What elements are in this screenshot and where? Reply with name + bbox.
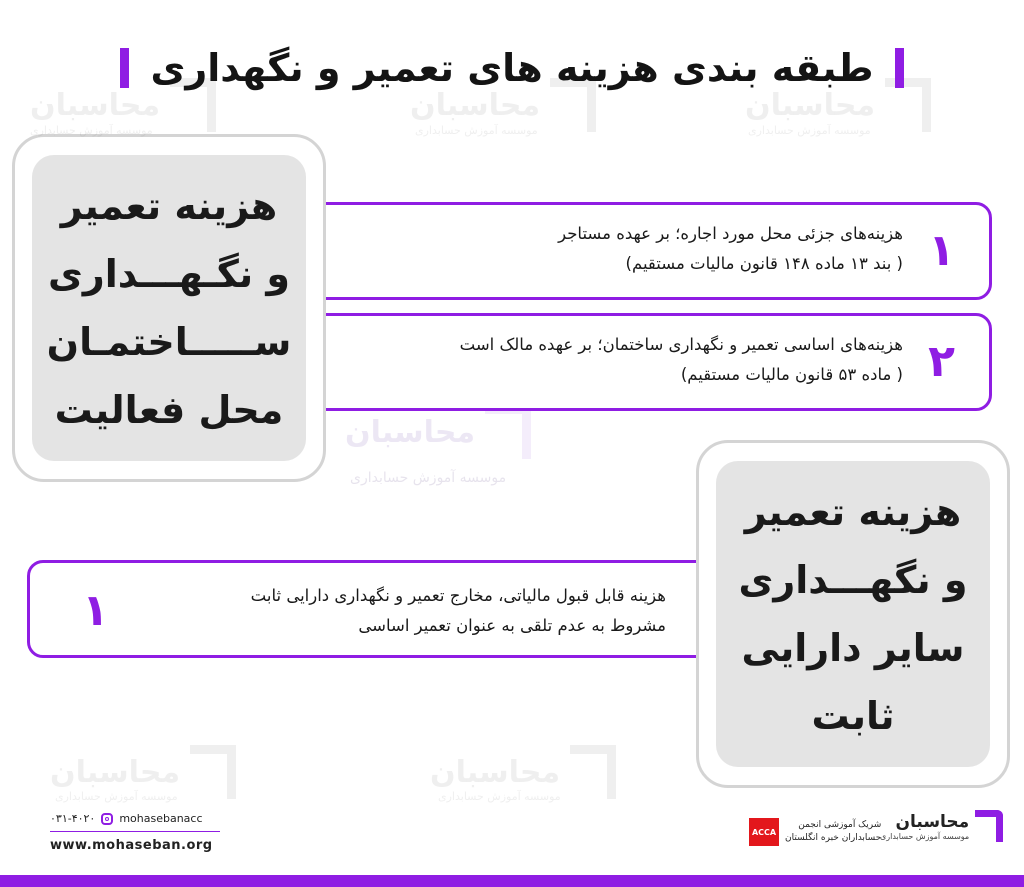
acca-line2: حسابداران خبره انگلستان [785, 833, 882, 843]
watermark-text: محاسبان [30, 87, 161, 123]
watermark-text: محاسبان [410, 87, 541, 123]
acca-line1: شریک آموزشی انجمن [798, 820, 882, 830]
watermark-subtitle [438, 790, 561, 803]
asset-category-card [696, 440, 1010, 788]
watermark-subtitle-text: موسسه آموزش حسابداری [350, 470, 507, 486]
asset-item-1 [27, 560, 739, 658]
building-category-title: هزینه تعمیر و نگـهـــداری ســـــاختمـان محل فعالیت [46, 184, 292, 432]
watermark-subtitle [350, 470, 506, 486]
building-item-2-number: ۲ [928, 336, 955, 387]
page-title: طبقه بندی هزینه های تعمیر و نگهداری [150, 46, 874, 90]
contact-divider [50, 831, 220, 832]
watermark-logo [345, 405, 531, 459]
asset-category-card-inner [716, 461, 990, 767]
watermark-subtitle-text: موسسه آموزش حسابداری [415, 124, 538, 137]
watermark-text: محاسبان [745, 87, 876, 123]
title-accent-bar [120, 48, 129, 88]
watermark-logo-icon [190, 745, 236, 799]
building-item-2-text [303, 330, 903, 390]
page-title-container [0, 40, 1024, 96]
watermark-subtitle [415, 124, 538, 137]
building-item-2-line2: ( ماده ۵۳ قانون مالیات مستقیم) [680, 365, 903, 384]
building-item-1 [250, 202, 992, 300]
building-category-card-inner [32, 155, 306, 461]
brand-block [880, 810, 1003, 842]
instagram-icon [101, 813, 113, 825]
watermark-logo-icon [570, 745, 616, 799]
building-item-1-line1: هزینه‌های جزئی محل مورد اجاره؛ بر عهده مستاجر [558, 224, 903, 243]
acca-logo: ACCA [749, 818, 779, 846]
building-item-1-number: ۱ [928, 225, 955, 276]
building-category-card [12, 134, 326, 482]
watermark-subtitle [55, 790, 178, 803]
building-item-1-line2: ( بند ۱۳ ماده ۱۴۸ قانون مالیات مستقیم) [625, 254, 903, 273]
brand-logo-icon [975, 810, 1003, 842]
contact-line [50, 812, 220, 825]
watermark-text: محاسبان [345, 414, 476, 450]
watermark-text: محاسبان [50, 754, 181, 790]
asset-category-title: هزینه تعمیر و نگهـــداری سایر دارایی ثابت [738, 490, 968, 738]
contact-block [50, 812, 220, 853]
asset-item-1-line1: هزینه قابل قبول مالیاتی، مخارج تعمیر و نگهداری دارایی ثابت [250, 586, 666, 605]
asset-item-1-text [106, 581, 666, 641]
watermark-subtitle-text: موسسه آموزش حسابداری [55, 790, 178, 803]
building-item-1-text [343, 219, 903, 279]
watermark-subtitle-text: موسسه آموزش حسابداری [748, 124, 871, 137]
brand-text [880, 812, 969, 841]
asset-item-1-line2: مشروط به عدم تلقی به عنوان تعمیر اساسی [358, 616, 666, 635]
asset-item-1-number: ۱ [82, 585, 109, 636]
building-item-2-line1: هزینه‌های اساسی تعمیر و نگهداری ساختمان؛ بر عهده مالک است [459, 335, 903, 354]
title-accent-bar [895, 48, 904, 88]
acca-partner [749, 818, 881, 846]
brand-subtitle: موسسه آموزش حسابداری [880, 831, 970, 841]
phone-number: ۰۳۱-۴۰۲۰ [50, 812, 96, 825]
watermark-subtitle [30, 124, 153, 137]
footer-accent-bar [0, 875, 1024, 887]
watermark-subtitle [748, 124, 871, 137]
brand-name: محاسبان [895, 811, 970, 832]
watermark-subtitle-text: موسسه آموزش حسابداری [30, 124, 153, 137]
instagram-handle[interactable]: mohasebanacc [119, 812, 203, 825]
watermark-logo-icon [485, 405, 531, 459]
watermark-subtitle-text: موسسه آموزش حسابداری [438, 790, 561, 803]
watermark-text: محاسبان [430, 754, 561, 790]
building-item-2 [250, 313, 992, 411]
website-link[interactable]: www.mohaseban.org [50, 838, 213, 853]
acca-partner-text [785, 819, 881, 845]
